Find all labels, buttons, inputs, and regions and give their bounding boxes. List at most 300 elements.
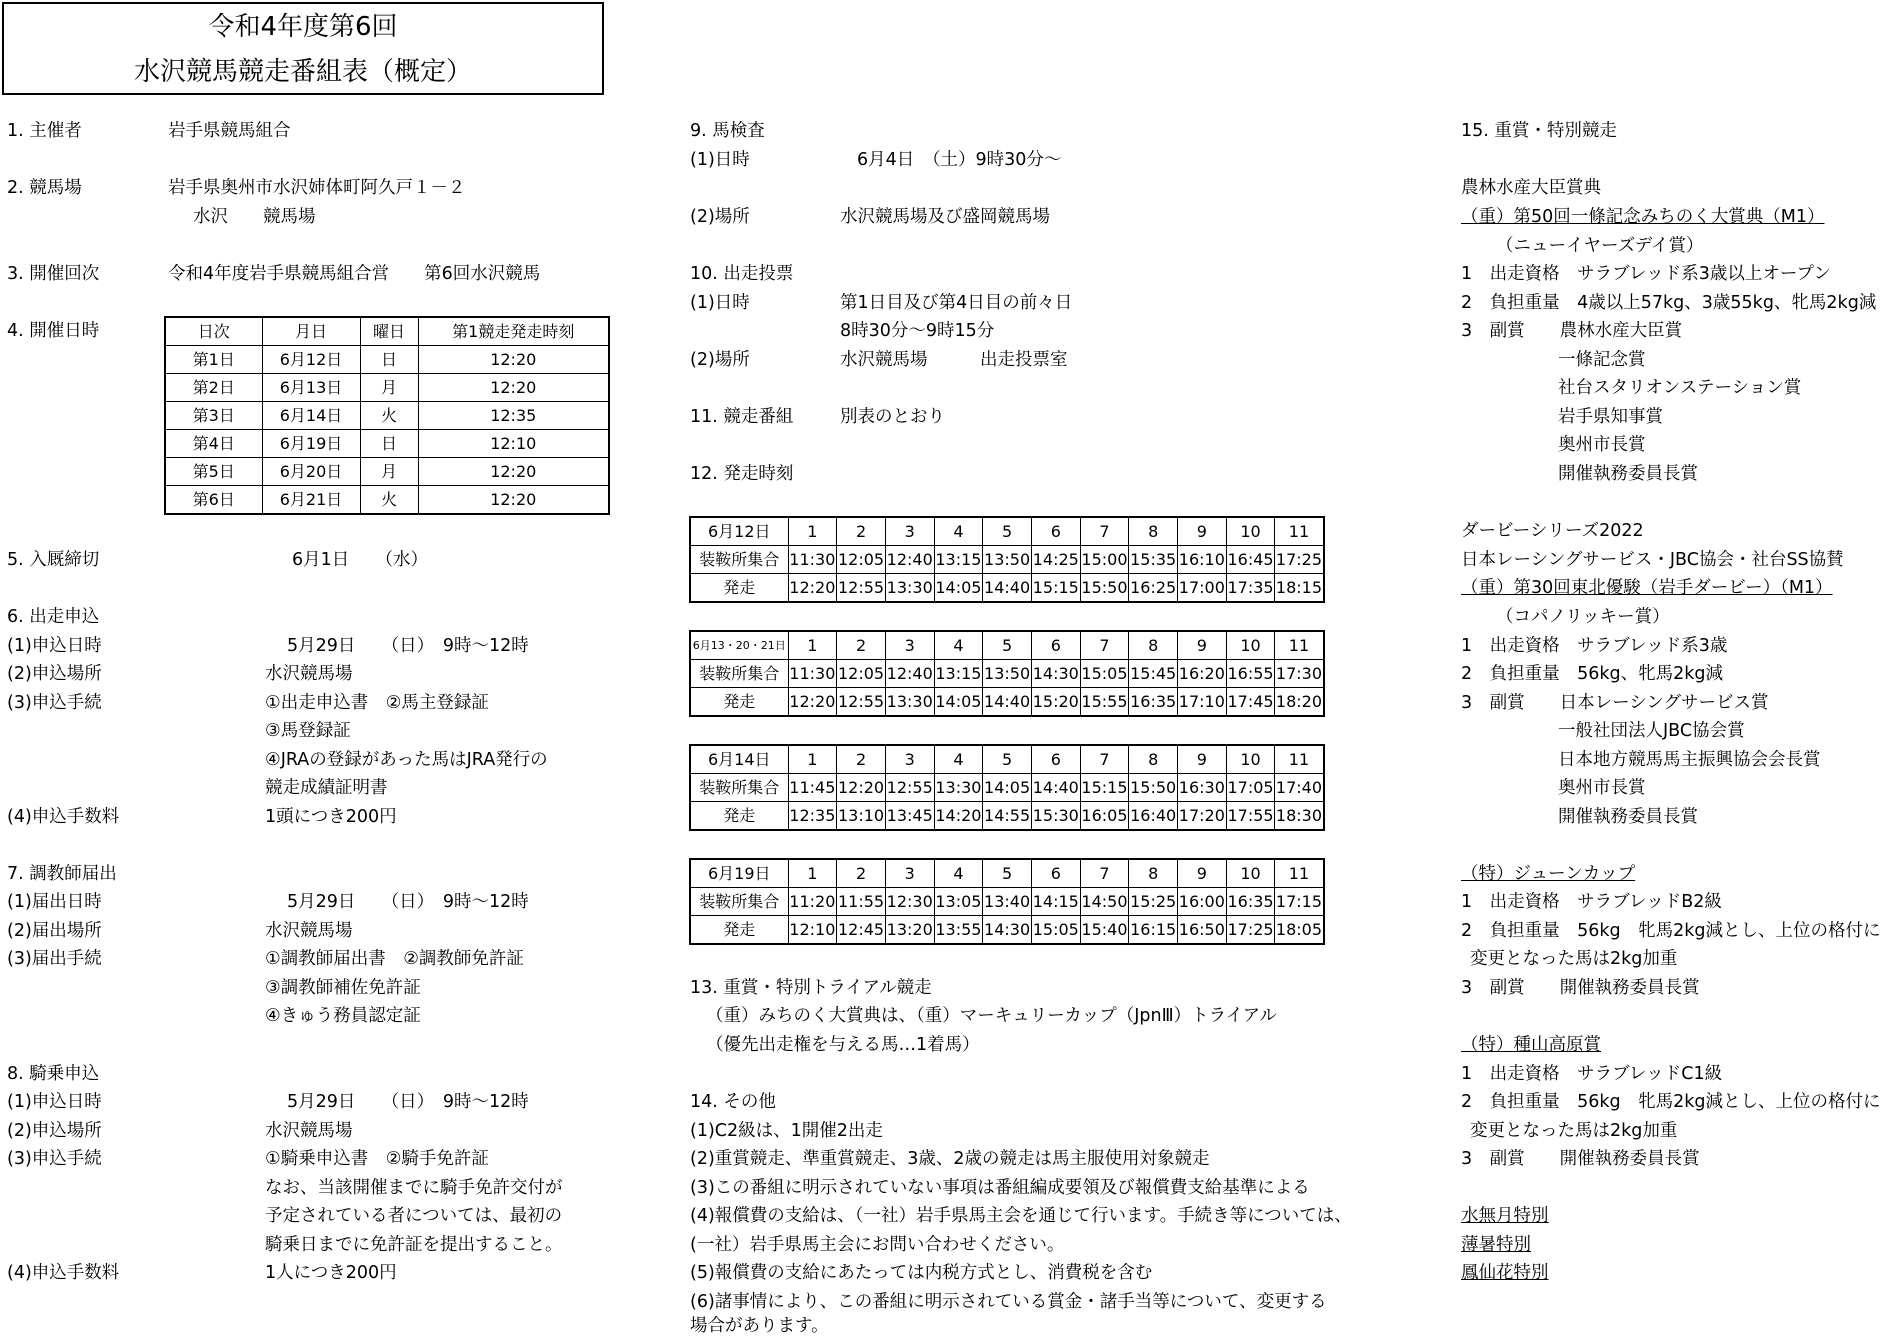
assembly-time-row — [690, 546, 1324, 574]
start-time-row — [690, 916, 1324, 945]
start-time-cell: 11 — [1275, 745, 1324, 774]
start-time-cell: 13:55 — [934, 916, 983, 945]
start-time-cell: 16:55 — [1226, 660, 1275, 688]
start-time-cell: 13:30 — [934, 774, 983, 802]
sec13-line1: （重）みちのく大賞典は、（重）マーキュリーカップ（JpnⅢ）トライアル — [706, 1006, 1277, 1026]
sec6-value2: 水沢競馬場 — [265, 664, 353, 684]
sec6-label4: (4)申込手数料 — [7, 807, 120, 827]
schedule-row — [165, 374, 609, 402]
schedule-cell: 火 — [360, 402, 418, 430]
sec1-heading: 1. 主催者 — [7, 121, 82, 141]
race-d-title: （特）種山高原賞 — [1461, 1035, 1601, 1055]
start-time-cell: 6 — [1031, 517, 1080, 546]
start-time-cell: 12:30 — [885, 888, 934, 916]
sec10-value1b: 8時30分～9時15分 — [840, 321, 995, 341]
start-time-cell: 12:55 — [837, 688, 886, 717]
start-time-cell: 8 — [1129, 517, 1178, 546]
sec1-value: 岩手県競馬組合 — [168, 121, 291, 141]
race-c-cond1: 1 出走資格 サラブレッドB2級 — [1461, 892, 1722, 912]
sec6-value1: 5月29日 （日） 9時～12時 — [287, 636, 529, 656]
start-time-cell: 11 — [1275, 859, 1324, 888]
start-time-row — [690, 802, 1324, 831]
sec10-label1: (1)日時 — [690, 293, 750, 313]
start-time-cell: 13:50 — [983, 660, 1032, 688]
schedule-row — [165, 402, 609, 430]
race-c-cond2b: 変更となった馬は2kg加重 — [1470, 949, 1678, 969]
start-time-cell: 3 — [885, 745, 934, 774]
race-a-prize: 岩手県知事賞 — [1558, 407, 1663, 427]
start-time-row — [690, 688, 1324, 717]
start-time-cell: 9 — [1178, 859, 1227, 888]
start-time-cell: 14:05 — [934, 688, 983, 717]
start-time-cell: 9 — [1178, 517, 1227, 546]
race-a-prize: 開催執務委員長賞 — [1558, 464, 1698, 484]
start-time-row-label: 装鞍所集合 — [690, 774, 788, 802]
sec9-label1: (1)日時 — [690, 150, 750, 170]
start-time-cell: 14:40 — [1031, 774, 1080, 802]
start-time-cell: 14:50 — [1080, 888, 1129, 916]
start-time-cell: 9 — [1178, 631, 1227, 660]
schedule-cell: 12:20 — [418, 374, 609, 402]
schedule-cell: 第4日 — [165, 430, 262, 458]
start-time-cell: 11:20 — [788, 888, 837, 916]
sec8-value3a: ①騎乗申込書 ②騎手免許証 — [265, 1149, 489, 1169]
start-time-cell: 12:55 — [885, 774, 934, 802]
schedule-row — [165, 346, 609, 374]
start-time-row-label: 装鞍所集合 — [690, 546, 788, 574]
start-time-cell: 16:20 — [1178, 660, 1227, 688]
sec10-value2: 水沢競馬場 出走投票室 — [840, 350, 1068, 370]
race-a-prize: 社台スタリオンステーション賞 — [1558, 378, 1802, 398]
race-d-cond2b: 変更となった馬は2kg加重 — [1470, 1121, 1678, 1141]
race-a-sponsor: 農林水産大臣賞典 — [1461, 178, 1601, 198]
sec14-line6b: 場合があります。 — [690, 1316, 829, 1336]
schedule-cell: 6月19日 — [262, 430, 360, 458]
sec7-value1: 5月29日 （日） 9時～12時 — [287, 892, 529, 912]
schedule-row — [165, 458, 609, 486]
start-time-row-label: 6月13・20・21日 — [690, 631, 788, 660]
sec6-value3c: ④JRAの登録があった馬はJRA発行の — [265, 750, 548, 770]
start-time-cell: 14:40 — [983, 574, 1032, 603]
sec11-heading: 11. 競走番組 — [690, 407, 794, 427]
start-time-cell: 13:50 — [983, 546, 1032, 574]
start-time-cell: 8 — [1129, 859, 1178, 888]
sec14-heading: 14. その他 — [690, 1092, 776, 1112]
start-time-cell: 11 — [1275, 631, 1324, 660]
start-time-cell: 14:55 — [983, 802, 1032, 831]
sec4-heading: 4. 開催日時 — [7, 321, 100, 341]
title-line2: 水沢競馬競走番組表（概定） — [133, 57, 472, 87]
start-time-cell: 14:25 — [1031, 546, 1080, 574]
start-time-cell: 15:15 — [1031, 574, 1080, 603]
start-time-cell: 15:55 — [1080, 688, 1129, 717]
start-time-cell: 4 — [934, 745, 983, 774]
sec8-value4: 1人につき200円 — [265, 1263, 397, 1283]
start-time-cell: 17:10 — [1178, 688, 1227, 717]
start-time-cell: 4 — [934, 859, 983, 888]
sec2-heading: 2. 競馬場 — [7, 178, 82, 198]
start-time-cell: 17:05 — [1226, 774, 1275, 802]
sec6-value3d: 競走成績証明書 — [265, 778, 388, 798]
start-time-row-label: 装鞍所集合 — [690, 660, 788, 688]
schedule-cell: 6月12日 — [262, 346, 360, 374]
sec13-heading: 13. 重賞・特別トライアル競走 — [690, 978, 932, 998]
start-time-cell: 12:05 — [837, 660, 886, 688]
schedule-cell: 月 — [360, 458, 418, 486]
race-a-subtitle: （ニューイヤーズデイ賞） — [1496, 236, 1704, 256]
start-time-cell: 3 — [885, 517, 934, 546]
sec5-value: 6月1日 （水） — [292, 550, 429, 570]
race-d-cond3: 3 副賞 開催執務委員長賞 — [1461, 1149, 1700, 1169]
title-box — [2, 2, 604, 95]
sec8-value3c: 予定されている者については、最初の — [265, 1206, 563, 1226]
start-time-cell: 4 — [934, 517, 983, 546]
race-c-cond2a: 2 負担重量 56kg 牝馬2kg減とし、上位の格付に — [1461, 921, 1881, 941]
start-time-cell: 15:45 — [1129, 660, 1178, 688]
start-time-cell: 15:40 — [1080, 916, 1129, 945]
start-time-cell: 17:20 — [1178, 802, 1227, 831]
start-time-cell: 16:35 — [1226, 888, 1275, 916]
start-time-cell: 11:30 — [788, 660, 837, 688]
sec9-value2: 水沢競馬場及び盛岡競馬場 — [840, 207, 1050, 227]
start-time-cell: 11 — [1275, 517, 1324, 546]
sec7-heading: 7. 調教師届出 — [7, 864, 117, 884]
sec9-value1: 6月4日 （土）9時30分～ — [857, 150, 1062, 170]
schedule-cell: 6月14日 — [262, 402, 360, 430]
special-race-2: 薄暑特別 — [1461, 1235, 1531, 1255]
start-time-cell: 14:40 — [983, 688, 1032, 717]
start-time-cell: 1 — [788, 517, 837, 546]
sec6-value4: 1頭につき200円 — [265, 807, 397, 827]
start-time-cell: 18:20 — [1275, 688, 1324, 717]
start-time-table — [689, 858, 1325, 945]
race-d-cond1: 1 出走資格 サラブレッドC1級 — [1461, 1064, 1723, 1084]
start-time-cell: 16:40 — [1129, 802, 1178, 831]
start-time-cell: 12:05 — [837, 546, 886, 574]
start-time-cell: 3 — [885, 859, 934, 888]
start-time-cell: 6 — [1031, 631, 1080, 660]
start-time-cell: 2 — [837, 517, 886, 546]
start-time-row-label: 6月12日 — [690, 517, 788, 546]
special-race-3: 鳳仙花特別 — [1461, 1263, 1549, 1283]
start-time-cell: 15:50 — [1080, 574, 1129, 603]
sec5-heading: 5. 入厩締切 — [7, 550, 100, 570]
sec6-value3a: ①出走申込書 ②馬主登録証 — [265, 693, 489, 713]
schedule-cell: 第6日 — [165, 486, 262, 515]
sec14-line4a: (4)報償費の支給は、（一社）岩手県馬主会を通じて行います。手続き等については、 — [690, 1206, 1352, 1226]
start-time-cell: 14:05 — [983, 774, 1032, 802]
start-time-cell: 7 — [1080, 859, 1129, 888]
schedule-header-cell: 月日 — [262, 317, 360, 346]
sec14-line5: (5)報償費の支給にあたっては内税方式とし、消費税を含む — [690, 1263, 1153, 1283]
race-b-title: （重）第30回東北優駿（岩手ダービー）（M1） — [1461, 578, 1833, 598]
start-time-cell: 1 — [788, 859, 837, 888]
start-time-cell: 13:45 — [885, 802, 934, 831]
schedule-table — [164, 316, 610, 515]
race-b-cond2: 2 負担重量 56kg、牝馬2kg減 — [1461, 664, 1724, 684]
race-c-title: （特）ジューンカップ — [1461, 864, 1636, 884]
start-time-cell: 6 — [1031, 745, 1080, 774]
race-b-cond3: 3 副賞 日本レーシングサービス賞 — [1461, 693, 1769, 713]
start-time-cell: 7 — [1080, 631, 1129, 660]
start-time-cell: 16:15 — [1129, 916, 1178, 945]
race-c-cond3: 3 副賞 開催執務委員長賞 — [1461, 978, 1700, 998]
start-time-cell: 17:00 — [1178, 574, 1227, 603]
start-time-cell: 12:40 — [885, 660, 934, 688]
sec8-label1: (1)申込日時 — [7, 1092, 102, 1112]
start-time-cell: 2 — [837, 745, 886, 774]
sec6-label3: (3)申込手続 — [7, 693, 102, 713]
start-time-cell: 5 — [983, 745, 1032, 774]
sec7-value3c: ④きゅう務員認定証 — [265, 1006, 421, 1026]
sec7-value3b: ③調教師補佐免許証 — [265, 978, 421, 998]
schedule-cell: 日 — [360, 346, 418, 374]
sec8-label3: (3)申込手続 — [7, 1149, 102, 1169]
schedule-cell: 12:20 — [418, 458, 609, 486]
race-b-subtitle: （コパノリッキー賞） — [1496, 607, 1670, 627]
sec3-heading: 3. 開催回次 — [7, 264, 100, 284]
start-time-cell: 10 — [1226, 631, 1275, 660]
start-time-cell: 16:50 — [1178, 916, 1227, 945]
start-time-cell: 13:20 — [885, 916, 934, 945]
start-time-cell: 16:35 — [1129, 688, 1178, 717]
start-time-cell: 15:15 — [1080, 774, 1129, 802]
start-time-cell: 15:00 — [1080, 546, 1129, 574]
schedule-header-cell: 第1競走発走時刻 — [418, 317, 609, 346]
schedule-cell: 火 — [360, 486, 418, 515]
start-time-cell: 15:30 — [1031, 802, 1080, 831]
start-time-cell: 5 — [983, 859, 1032, 888]
start-time-cell: 13:15 — [934, 546, 983, 574]
start-time-cell: 6 — [1031, 859, 1080, 888]
start-time-cell: 7 — [1080, 517, 1129, 546]
race-a-cond1: 1 出走資格 サラブレッド系3歳以上オープン — [1461, 264, 1831, 284]
start-time-cell: 12:10 — [788, 916, 837, 945]
start-time-cell: 17:15 — [1275, 888, 1324, 916]
sec6-label2: (2)申込場所 — [7, 664, 102, 684]
start-time-cell: 13:05 — [934, 888, 983, 916]
schedule-cell: 月 — [360, 374, 418, 402]
start-time-row-label: 発走 — [690, 688, 788, 717]
sec7-value3a: ①調教師届出書 ②調教師免許証 — [265, 949, 524, 969]
start-time-row-label: 6月14日 — [690, 745, 788, 774]
schedule-cell: 12:20 — [418, 486, 609, 515]
race-d-cond2a: 2 負担重量 56kg 牝馬2kg減とし、上位の格付に — [1461, 1092, 1881, 1112]
race-b-prize: 奥州市長賞 — [1558, 778, 1646, 798]
start-time-cell: 8 — [1129, 631, 1178, 660]
start-time-cell: 14:30 — [1031, 660, 1080, 688]
race-number-row — [690, 859, 1324, 888]
sec11-value: 別表のとおり — [840, 407, 945, 427]
start-time-cell: 17:35 — [1226, 574, 1275, 603]
schedule-header-row — [165, 317, 609, 346]
start-time-cell: 15:35 — [1129, 546, 1178, 574]
start-time-row-label: 発走 — [690, 802, 788, 831]
race-b-prize: 開催執務委員長賞 — [1558, 807, 1698, 827]
start-time-cell: 15:25 — [1129, 888, 1178, 916]
start-time-cell: 8 — [1129, 745, 1178, 774]
sec10-heading: 10. 出走投票 — [690, 264, 794, 284]
race-b-cond1: 1 出走資格 サラブレッド系3歳 — [1461, 636, 1728, 656]
race-number-row — [690, 517, 1324, 546]
sec12-heading: 12. 発走時刻 — [690, 464, 794, 484]
start-time-cell: 5 — [983, 517, 1032, 546]
start-time-cell: 16:00 — [1178, 888, 1227, 916]
schedule-cell: 6月21日 — [262, 486, 360, 515]
sec7-label2: (2)届出場所 — [7, 921, 102, 941]
sec14-line2: (2)重賞競走、準重賞競走、3歳、2歳の競走は馬主服使用対象競走 — [690, 1149, 1210, 1169]
schedule-cell: 第3日 — [165, 402, 262, 430]
start-time-cell: 1 — [788, 745, 837, 774]
start-time-cell: 12:55 — [837, 574, 886, 603]
sec15-heading: 15. 重賞・特別競走 — [1461, 121, 1617, 141]
sec8-label4: (4)申込手数料 — [7, 1263, 120, 1283]
start-time-cell: 10 — [1226, 517, 1275, 546]
sec8-value2: 水沢競馬場 — [265, 1121, 353, 1141]
sec3-value: 令和4年度岩手県競馬組合営 第6回水沢競馬 — [168, 264, 541, 284]
start-time-row-label: 発走 — [690, 916, 788, 945]
start-time-cell: 16:30 — [1178, 774, 1227, 802]
schedule-cell: 日 — [360, 430, 418, 458]
start-time-cell: 17:55 — [1226, 802, 1275, 831]
start-time-cell: 10 — [1226, 859, 1275, 888]
sec2-value1: 岩手県奥州市水沢姉体町阿久戸１－２ — [168, 178, 466, 198]
race-b-prize: 一般社団法人JBC協会賞 — [1558, 721, 1745, 741]
schedule-cell: 第5日 — [165, 458, 262, 486]
start-time-cell: 16:25 — [1129, 574, 1178, 603]
assembly-time-row — [690, 660, 1324, 688]
sec8-value3d: 騎乗日までに免許証を提出すること。 — [265, 1235, 563, 1255]
schedule-cell: 12:35 — [418, 402, 609, 430]
sec6-heading: 6. 出走申込 — [7, 607, 100, 627]
start-time-cell: 10 — [1226, 745, 1275, 774]
sec7-label3: (3)届出手続 — [7, 949, 102, 969]
sec8-value3b: なお、当該開催までに騎手免許交付が — [265, 1178, 563, 1198]
start-time-cell: 9 — [1178, 745, 1227, 774]
assembly-time-row — [690, 888, 1324, 916]
start-time-cell: 17:30 — [1275, 660, 1324, 688]
start-time-cell: 15:05 — [1080, 660, 1129, 688]
sec8-value1: 5月29日 （日） 9時～12時 — [287, 1092, 529, 1112]
title-line1: 令和4年度第6回 — [208, 12, 398, 42]
start-time-cell: 13:10 — [837, 802, 886, 831]
start-time-cell: 15:05 — [1031, 916, 1080, 945]
start-time-table — [689, 744, 1325, 831]
race-a-cond3: 3 副賞 農林水産大臣賞 — [1461, 321, 1683, 341]
start-time-cell: 12:20 — [837, 774, 886, 802]
start-time-cell: 2 — [837, 859, 886, 888]
sec7-value2: 水沢競馬場 — [265, 921, 353, 941]
start-time-cell: 13:40 — [983, 888, 1032, 916]
sec8-label2: (2)申込場所 — [7, 1121, 102, 1141]
sec13-line2: （優先出走権を与える馬…1着馬） — [706, 1035, 980, 1055]
sec14-line4b: (一社）岩手県馬主会にお問い合わせください。 — [690, 1235, 1065, 1255]
start-time-cell: 14:05 — [934, 574, 983, 603]
start-time-cell: 18:30 — [1275, 802, 1324, 831]
start-time-cell: 17:40 — [1275, 774, 1324, 802]
race-number-row — [690, 745, 1324, 774]
start-time-cell: 15:20 — [1031, 688, 1080, 717]
race-a-title: （重）第50回一條記念みちのく大賞典（M1） — [1461, 207, 1825, 227]
race-a-cond2: 2 負担重量 4歳以上57kg、3歳55kg、牝馬2kg減 — [1461, 293, 1877, 313]
start-time-cell: 12:20 — [788, 688, 837, 717]
schedule-cell: 12:10 — [418, 430, 609, 458]
sec8-heading: 8. 騎乗申込 — [7, 1064, 100, 1084]
schedule-cell: 6月13日 — [262, 374, 360, 402]
start-time-cell: 5 — [983, 631, 1032, 660]
start-time-cell: 4 — [934, 631, 983, 660]
sec14-line6a: (6)諸事情により、この番組に明示されている賞金・諸手当等について、変更する — [690, 1292, 1327, 1312]
schedule-cell: 第1日 — [165, 346, 262, 374]
start-time-cell: 14:15 — [1031, 888, 1080, 916]
race-b-prize: 日本地方競馬馬主振興協会会長賞 — [1558, 750, 1821, 770]
assembly-time-row — [690, 774, 1324, 802]
start-time-table — [689, 630, 1325, 717]
start-time-cell: 11:45 — [788, 774, 837, 802]
sec14-line1: (1)C2級は、1開催2出走 — [690, 1121, 883, 1141]
schedule-cell: 12:20 — [418, 346, 609, 374]
start-time-cell: 14:20 — [934, 802, 983, 831]
sec14-line3: (3)この番組に明示されていない事項は番組編成要領及び報償費支給基準による — [690, 1178, 1310, 1198]
start-time-cell: 16:10 — [1178, 546, 1227, 574]
start-time-cell: 2 — [837, 631, 886, 660]
start-time-cell: 1 — [788, 631, 837, 660]
start-time-cell: 15:50 — [1129, 774, 1178, 802]
start-time-cell: 12:40 — [885, 546, 934, 574]
start-time-cell: 13:15 — [934, 660, 983, 688]
sec9-label2: (2)場所 — [690, 207, 750, 227]
sec6-label1: (1)申込日時 — [7, 636, 102, 656]
start-time-cell: 11:55 — [837, 888, 886, 916]
schedule-row — [165, 430, 609, 458]
schedule-header-cell: 曜日 — [360, 317, 418, 346]
start-time-cell: 3 — [885, 631, 934, 660]
sec10-value1a: 第1日目及び第4日目の前々日 — [840, 293, 1073, 313]
start-time-cell: 16:05 — [1080, 802, 1129, 831]
schedule-cell: 第2日 — [165, 374, 262, 402]
sec7-label1: (1)届出日時 — [7, 892, 102, 912]
start-time-cell: 17:25 — [1226, 916, 1275, 945]
start-time-cell: 18:15 — [1275, 574, 1324, 603]
start-time-cell: 14:30 — [983, 916, 1032, 945]
start-time-cell: 12:35 — [788, 802, 837, 831]
race-b-series: ダービーシリーズ2022 — [1461, 521, 1644, 541]
sec9-heading: 9. 馬検査 — [690, 121, 765, 141]
start-time-cell: 12:20 — [788, 574, 837, 603]
start-time-cell: 17:25 — [1275, 546, 1324, 574]
start-time-cell: 13:30 — [885, 688, 934, 717]
start-time-cell: 12:45 — [837, 916, 886, 945]
race-a-prize: 一條記念賞 — [1558, 350, 1646, 370]
special-race-1: 水無月特別 — [1461, 1206, 1549, 1226]
sec6-value3b: ③馬登録証 — [265, 721, 351, 741]
start-time-cell: 13:30 — [885, 574, 934, 603]
sec2-value2: 水沢 競馬場 — [193, 207, 316, 227]
start-time-table — [689, 516, 1325, 603]
schedule-cell: 6月20日 — [262, 458, 360, 486]
schedule-header-cell: 日次 — [165, 317, 262, 346]
race-a-prize: 奥州市長賞 — [1558, 435, 1646, 455]
start-time-row-label: 発走 — [690, 574, 788, 603]
start-time-cell: 11:30 — [788, 546, 837, 574]
sec10-label2: (2)場所 — [690, 350, 750, 370]
schedule-row — [165, 486, 609, 515]
race-b-sponsor: 日本レーシングサービス・JBC協会・社台SS協賛 — [1461, 550, 1844, 570]
start-time-cell: 17:45 — [1226, 688, 1275, 717]
start-time-cell: 16:45 — [1226, 546, 1275, 574]
start-time-cell: 18:05 — [1275, 916, 1324, 945]
start-time-row-label: 6月19日 — [690, 859, 788, 888]
